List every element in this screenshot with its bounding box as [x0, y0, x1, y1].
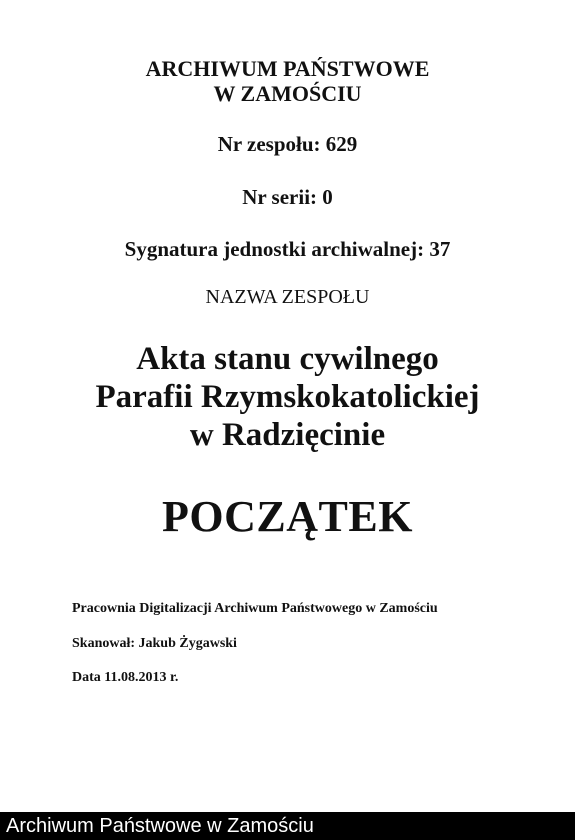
fond-name-line-1: Akta stanu cywilnego	[136, 341, 439, 377]
archive-title-line-2: W ZAMOŚCIU	[213, 81, 362, 106]
fond-number: Nr zespołu: 629	[217, 132, 358, 156]
fond-name-line-2: Parafii Rzymskokatolickiej	[95, 379, 480, 415]
series-number: Nr serii: 0	[242, 185, 333, 209]
fond-name-line-3: w Radzięcinie	[189, 417, 386, 453]
scan-date: Data 11.08.2013 r.	[72, 670, 179, 685]
fond-name	[0, 340, 575, 454]
start-label: POCZĄTEK	[162, 492, 413, 541]
archive-title-line-1: ARCHIWUM PAŃSTWOWE	[145, 56, 430, 81]
archive-title	[0, 56, 575, 106]
digitization-lab: Pracownia Digitalizacji Archiwum Państwowego w Zamościu	[72, 601, 438, 616]
archival-unit-signature: Sygnatura jednostki archiwalnej: 37	[124, 237, 451, 261]
fond-name-label: NAZWA ZESPOŁU	[205, 286, 370, 308]
archive-footer-bar: Archiwum Państwowe w Zamościu	[0, 812, 575, 840]
scanned-by: Skanował: Jakub Żygawski	[72, 636, 237, 651]
